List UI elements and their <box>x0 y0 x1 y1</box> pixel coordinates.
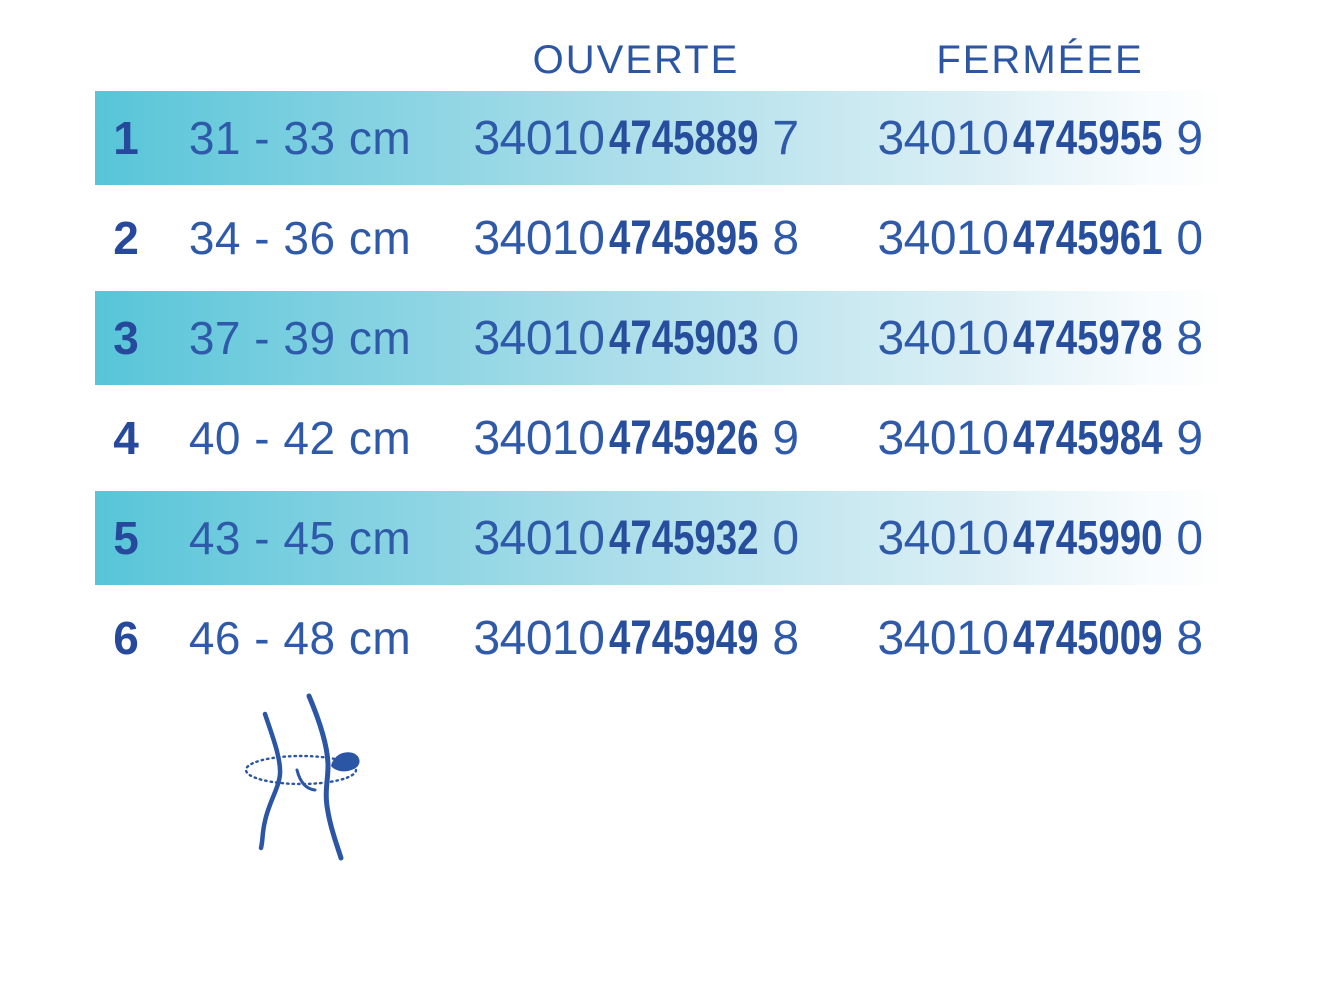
ean-main-bold: 4745984 <box>1013 411 1163 465</box>
ean-main-bold: 4745889 <box>609 111 759 165</box>
ean-check-digit: 0 <box>772 311 799 365</box>
ean-prefix: 34010 <box>877 511 1009 565</box>
code-open-cell <box>455 288 817 388</box>
ean-prefix: 34010 <box>877 611 1009 665</box>
knee-measurement-icon <box>225 690 375 870</box>
ean-prefix: 34010 <box>877 411 1009 465</box>
ean-main-bold: 4745895 <box>609 211 759 265</box>
code-open-cell <box>455 88 817 188</box>
ean-main-bold: 4745961 <box>1013 211 1163 265</box>
ean-check-digit: 0 <box>1176 511 1203 565</box>
table-row <box>0 588 1330 688</box>
size-cell: 1 <box>113 112 139 164</box>
code-closed-cell <box>859 588 1221 688</box>
ean-prefix: 34010 <box>877 111 1009 165</box>
size-cell: 3 <box>113 312 139 364</box>
range-cell: 46 - 48 cm <box>188 612 412 664</box>
code-open-cell <box>455 488 817 588</box>
ean-prefix: 34010 <box>473 311 605 365</box>
ean-check-digit: 8 <box>772 211 799 265</box>
code-closed-cell <box>859 88 1221 188</box>
ean-check-digit: 9 <box>772 411 799 465</box>
table-row <box>0 388 1330 488</box>
ean-main-bold: 4745926 <box>609 411 759 465</box>
code-closed-cell <box>859 188 1221 288</box>
ean-prefix: 34010 <box>473 111 605 165</box>
column-header-fermee: FERMÉEE <box>936 37 1144 82</box>
column-header-ouverte: OUVERTE <box>532 37 740 82</box>
ean-main-bold: 4745009 <box>1013 611 1163 665</box>
size-cell: 5 <box>113 512 139 564</box>
ean-prefix: 34010 <box>473 611 605 665</box>
ean-prefix: 34010 <box>473 511 605 565</box>
code-open-cell <box>455 588 817 688</box>
range-cell: 34 - 36 cm <box>188 212 412 264</box>
code-closed-cell <box>859 388 1221 488</box>
size-cell: 2 <box>113 212 139 264</box>
code-open-cell <box>455 188 817 288</box>
ean-prefix: 34010 <box>473 211 605 265</box>
range-cell: 40 - 42 cm <box>188 412 412 464</box>
range-cell: 43 - 45 cm <box>188 512 412 564</box>
ean-check-digit: 9 <box>1176 411 1203 465</box>
range-cell: 31 - 33 cm <box>188 112 412 164</box>
table-row <box>0 488 1330 588</box>
range-cell: 37 - 39 cm <box>188 312 412 364</box>
table-row <box>0 188 1330 288</box>
ean-prefix: 34010 <box>877 311 1009 365</box>
ean-main-bold: 4745903 <box>609 311 759 365</box>
code-closed-cell <box>859 488 1221 588</box>
ean-main-bold: 4745949 <box>609 611 759 665</box>
ean-main-bold: 4745955 <box>1013 111 1163 165</box>
ean-main-bold: 4745978 <box>1013 311 1163 365</box>
size-table <box>0 88 1330 688</box>
ean-prefix: 34010 <box>473 411 605 465</box>
ean-check-digit: 8 <box>1176 611 1203 665</box>
ean-check-digit: 9 <box>1176 111 1203 165</box>
table-row <box>0 88 1330 188</box>
code-closed-cell <box>859 288 1221 388</box>
ean-check-digit: 8 <box>1176 311 1203 365</box>
ean-main-bold: 4745932 <box>609 511 759 565</box>
ean-check-digit: 7 <box>772 111 799 165</box>
ean-check-digit: 0 <box>772 511 799 565</box>
code-open-cell <box>455 388 817 488</box>
ean-check-digit: 0 <box>1176 211 1203 265</box>
size-cell: 4 <box>113 412 139 464</box>
ean-main-bold: 4745990 <box>1013 511 1163 565</box>
ean-prefix: 34010 <box>877 211 1009 265</box>
size-cell: 6 <box>113 612 139 664</box>
table-row <box>0 288 1330 388</box>
ean-check-digit: 8 <box>772 611 799 665</box>
